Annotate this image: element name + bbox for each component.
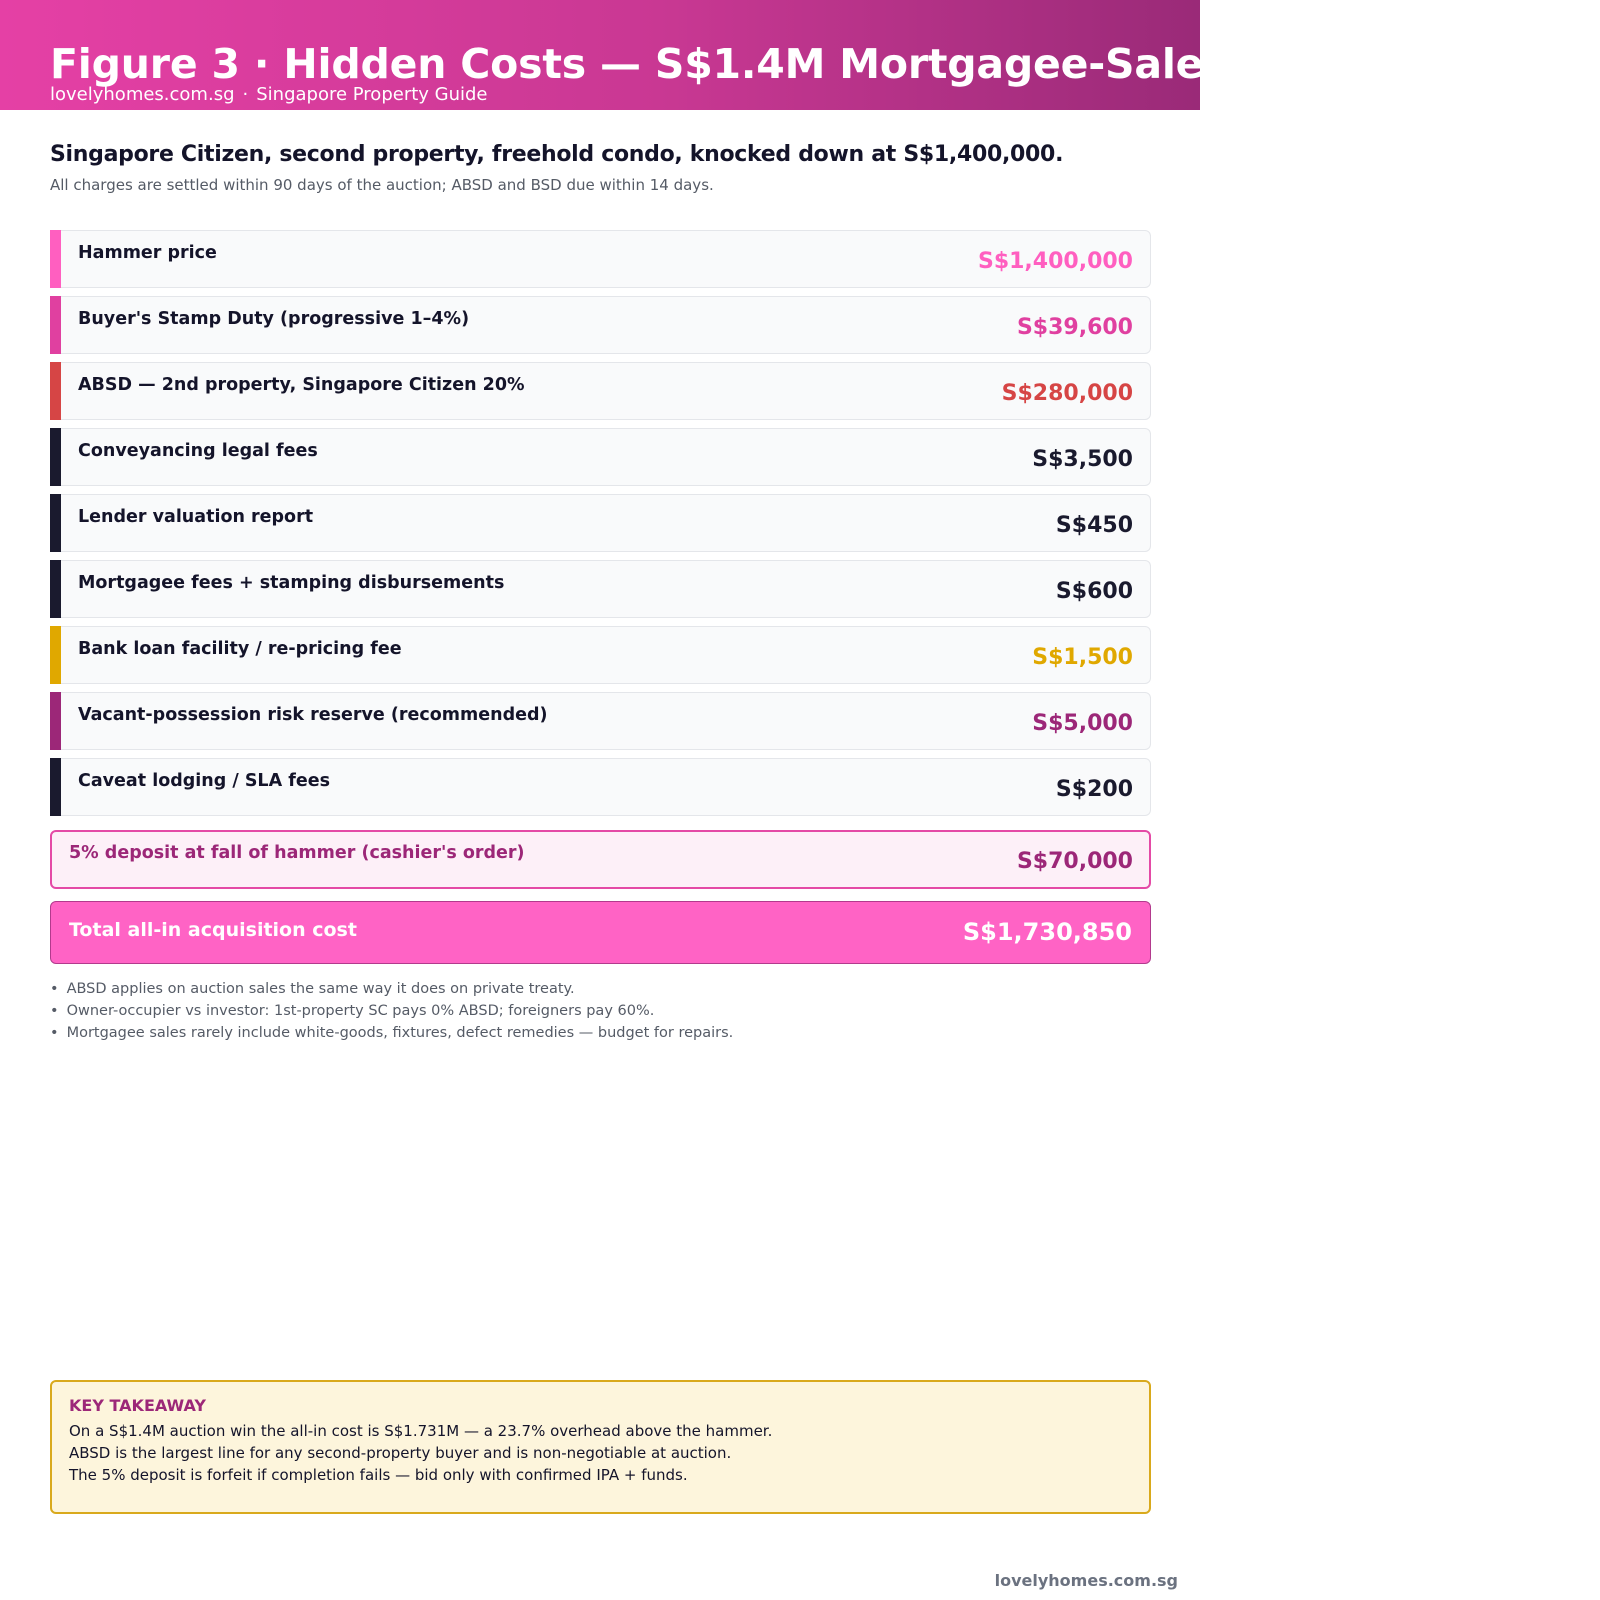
cost-row-valuation [50,494,1151,552]
deposit-amount: S$70,000 [1016,849,1133,874]
cost-row-buyers-stamp-duty [50,296,1151,354]
footnote-text: ABSD applies on auction sales the same way it does on private treaty. [66,981,575,997]
footnote-item [50,1000,733,1022]
takeaway-line: ABSD is the largest line for any second-property buyer and is non-negotiable at auction. [69,1444,732,1462]
cost-row-absd [50,362,1151,420]
cost-label: Hammer price [78,243,217,263]
row-accent-bar [50,494,61,552]
cost-label: Vacant-possession risk reserve (recommended) [78,705,548,725]
cost-row-caveat [50,758,1151,816]
cost-rows [50,230,1151,824]
takeaway-line: On a S$1.4M auction win the all-in cost is S$1.731M — a 23.7% overhead above the hammer. [69,1422,773,1440]
footnote-text: Owner-occupier vs investor: 1st-property SC pays 0% ABSD; foreigners pay 60%. [66,1003,655,1019]
footnote-item [50,978,733,1000]
bullet: • [50,981,59,997]
total-amount: S$1,730,850 [962,918,1132,946]
row-accent-bar [50,296,61,354]
cost-row-vacant-possession [50,692,1151,750]
footnote-item [50,1022,733,1044]
footnote-text: Mortgagee sales rarely include white-goods, fixtures, defect remedies — budget for repairs. [66,1025,734,1041]
key-takeaway-box [50,1380,1151,1514]
footnotes [50,978,733,1044]
site-name: lovelyhomes.com.sg [50,84,235,105]
cost-amount: S$280,000 [1001,381,1133,406]
row-accent-bar [50,428,61,486]
cost-amount: S$1,500 [1032,645,1133,670]
cost-label: Mortgagee fees + stamping disbursements [78,573,505,593]
scenario-headline: Singapore Citizen, second property, freehold condo, knocked down at S$1,400,000. [50,142,1064,167]
bullet: • [50,1003,59,1019]
separator-dot: · [242,84,249,105]
row-accent-bar [50,560,61,618]
cost-row-hammer-price [50,230,1151,288]
cost-label: Conveyancing legal fees [78,441,318,461]
cost-label: Caveat lodging / SLA fees [78,771,330,791]
deposit-label: 5% deposit at fall of hammer (cashier's order) [69,843,525,863]
cost-amount: S$450 [1055,513,1133,538]
deposit-row [50,830,1151,889]
row-accent-bar [50,626,61,684]
cost-amount: S$3,500 [1032,447,1133,472]
bullet: • [50,1025,59,1041]
row-accent-bar [50,362,61,420]
cost-amount: S$200 [1055,777,1133,802]
cost-amount: S$1,400,000 [977,249,1133,274]
header-subtitle [50,84,488,105]
cost-label: Bank loan facility / re-pricing fee [78,639,402,659]
cost-row-loan-facility [50,626,1151,684]
cost-label: ABSD — 2nd property, Singapore Citizen 20% [78,375,525,395]
figure-title: Figure 3 · Hidden Costs — S$1.4M Mortgagee-Sale Worked Example [50,40,1600,88]
row-accent-bar [50,230,61,288]
row-accent-bar [50,758,61,816]
cost-amount: S$5,000 [1032,711,1133,736]
takeaway-heading: KEY TAKEAWAY [69,1396,206,1415]
total-label: Total all-in acquisition cost [69,919,357,941]
guide-name: Singapore Property Guide [256,84,488,105]
cost-amount: S$600 [1055,579,1133,604]
total-row [50,901,1151,964]
cost-amount: S$39,600 [1016,315,1133,340]
cost-label: Lender valuation report [78,507,314,527]
takeaway-line: The 5% deposit is forfeit if completion fails — bid only with confirmed IPA + funds. [69,1466,688,1484]
scenario-subline: All charges are settled within 90 days of the auction; ABSD and BSD due within 14 days. [50,176,714,194]
cost-row-legal-fees [50,428,1151,486]
cost-label: Buyer's Stamp Duty (progressive 1–4%) [78,309,470,329]
header-banner [0,0,1600,110]
row-accent-bar [50,692,61,750]
cost-row-mortgagee-fees [50,560,1151,618]
footer-site: lovelyhomes.com.sg [994,1571,1178,1590]
